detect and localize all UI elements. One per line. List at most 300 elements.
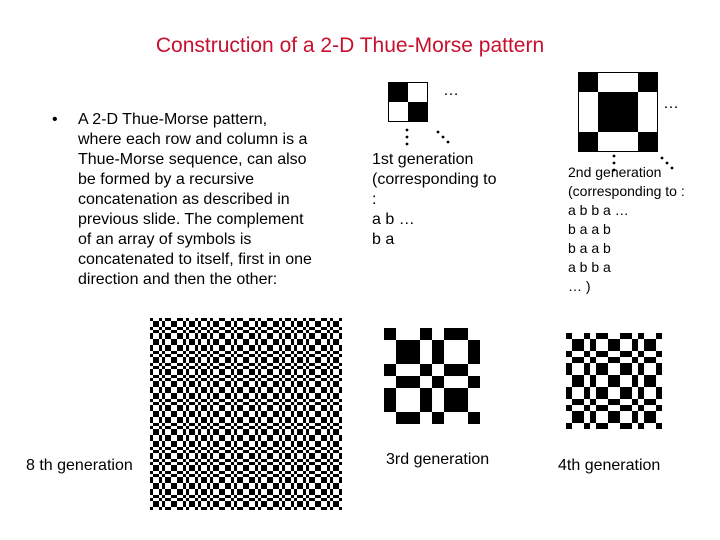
gen8-cell <box>240 348 243 351</box>
gen8-cell <box>309 492 312 495</box>
gen8-cell <box>204 462 207 465</box>
gen8-cell <box>321 387 324 390</box>
gen8-cell <box>303 435 306 438</box>
gen8-cell <box>198 411 201 414</box>
gen8-cell <box>309 348 312 351</box>
gen8-cell <box>171 432 174 435</box>
gen8-cell <box>234 450 237 453</box>
gen8-cell <box>186 435 189 438</box>
gen8-cell <box>195 372 198 375</box>
gen8-cell <box>279 447 282 450</box>
gen8-cell <box>162 375 165 378</box>
gen8-cell <box>339 471 342 474</box>
gen8-cell <box>321 498 324 501</box>
gen8-cell <box>168 333 171 336</box>
gen8-cell <box>309 453 312 456</box>
gen8-cell <box>300 486 303 489</box>
gen8-cell <box>183 351 186 354</box>
gen8-cell <box>309 405 312 408</box>
gen8-cell <box>294 336 297 339</box>
gen8-cell <box>276 357 279 360</box>
gen4-cell <box>632 417 638 423</box>
gen8-cell <box>234 501 237 504</box>
gen8-cell <box>330 348 333 351</box>
gen8-cell <box>261 504 264 507</box>
gen8-cell <box>183 321 186 324</box>
gen8-cell <box>222 408 225 411</box>
gen8-cell <box>288 327 291 330</box>
gen8-cell <box>168 438 171 441</box>
gen8-cell <box>261 411 264 414</box>
gen8-cell <box>321 336 324 339</box>
gen8-cell <box>207 414 210 417</box>
gen4-cell <box>620 387 626 393</box>
gen8-cell <box>240 408 243 411</box>
gen8-cell <box>270 471 273 474</box>
gen8-cell <box>201 438 204 441</box>
gen8-cell <box>174 351 177 354</box>
gen8-cell <box>258 456 261 459</box>
gen8-cell <box>285 447 288 450</box>
gen8-cell <box>252 333 255 336</box>
gen8-cell <box>276 351 279 354</box>
gen8-cell <box>201 390 204 393</box>
gen8-cell <box>207 474 210 477</box>
gen3-cell <box>444 364 456 376</box>
gen8-cell <box>204 363 207 366</box>
gen8-cell <box>183 495 186 498</box>
gen8-cell <box>315 396 318 399</box>
gen8-cell <box>249 318 252 321</box>
gen8-cell <box>219 327 222 330</box>
gen8-cell <box>315 321 318 324</box>
gen8-cell <box>306 450 309 453</box>
gen8-cell <box>330 405 333 408</box>
gen8-cell <box>276 450 279 453</box>
gen8-cell <box>291 486 294 489</box>
gen8-cell <box>327 423 330 426</box>
gen8-cell <box>246 486 249 489</box>
gen8-cell <box>252 417 255 420</box>
gen8-cell <box>282 396 285 399</box>
gen8-cell <box>327 393 330 396</box>
gen8-cell <box>156 396 159 399</box>
gen8-cell <box>276 459 279 462</box>
gen8-cell <box>159 507 162 510</box>
gen8-cell <box>261 342 264 345</box>
gen8-cell <box>171 444 174 447</box>
gen4-cell <box>608 381 614 387</box>
gen8-cell <box>267 399 270 402</box>
gen8-cell <box>195 438 198 441</box>
gen8-cell <box>228 486 231 489</box>
gen8-cell <box>306 375 309 378</box>
gen4-cell <box>638 405 644 411</box>
gen8-cell <box>300 393 303 396</box>
gen8-cell <box>318 366 321 369</box>
gen8-cell <box>192 402 195 405</box>
gen8-cell <box>162 444 165 447</box>
gen8-cell <box>231 471 234 474</box>
gen8-cell <box>216 396 219 399</box>
gen8-cell <box>315 474 318 477</box>
gen4-cell <box>602 351 608 357</box>
gen8-cell <box>183 360 186 363</box>
gen4-cell <box>608 357 614 363</box>
gen8-cell <box>303 405 306 408</box>
gen8-cell <box>183 330 186 333</box>
gen8-cell <box>303 390 306 393</box>
gen8-cell <box>282 321 285 324</box>
gen8-cell <box>153 360 156 363</box>
gen8-cell <box>198 357 201 360</box>
gen8-cell <box>330 363 333 366</box>
gen8-cell <box>294 354 297 357</box>
gen2-caption-line: a b b a … <box>568 202 629 218</box>
gen8-cell <box>165 405 168 408</box>
gen8-cell <box>258 438 261 441</box>
gen8-cell <box>192 342 195 345</box>
gen8-cell <box>321 480 324 483</box>
gen8-cell <box>318 495 321 498</box>
gen3-cell <box>396 340 408 352</box>
gen2-caption-line: (corresponding to : <box>568 183 685 199</box>
gen8-cell <box>246 501 249 504</box>
gen8-cell <box>339 489 342 492</box>
gen4-cell <box>572 339 578 345</box>
gen8-cell <box>156 342 159 345</box>
gen8-cell <box>240 438 243 441</box>
gen8-cell <box>222 435 225 438</box>
gen8-cell <box>243 384 246 387</box>
gen8-cell <box>192 486 195 489</box>
gen8-cell <box>270 336 273 339</box>
gen8-cell <box>333 384 336 387</box>
gen8-cell <box>312 363 315 366</box>
gen8-cell <box>264 381 267 384</box>
gen8-cell <box>243 444 246 447</box>
gen8-cell <box>339 447 342 450</box>
gen8-cell <box>276 474 279 477</box>
gen2-cell <box>598 92 618 112</box>
gen8-cell <box>237 336 240 339</box>
gen8-cell <box>237 387 240 390</box>
gen8-cell <box>240 336 243 339</box>
gen8-cell <box>249 345 252 348</box>
gen8-cell <box>273 450 276 453</box>
gen8-cell <box>321 378 324 381</box>
gen3-cell <box>456 364 468 376</box>
gen3-cell <box>408 352 420 364</box>
gen8-cell <box>186 333 189 336</box>
gen8-cell <box>321 348 324 351</box>
gen8-cell <box>216 441 219 444</box>
gen8-cell <box>276 501 279 504</box>
gen8-cell <box>291 360 294 363</box>
gen8-cell <box>243 330 246 333</box>
gen4-cell <box>578 375 584 381</box>
gen8-cell <box>159 333 162 336</box>
gen8-cell <box>288 363 291 366</box>
gen8-cell <box>291 321 294 324</box>
gen8-cell <box>234 474 237 477</box>
gen8-cell <box>285 378 288 381</box>
gen8-cell <box>228 414 231 417</box>
gen8-cell <box>177 438 180 441</box>
gen8-cell <box>294 498 297 501</box>
gen8-cell <box>177 372 180 375</box>
gen8-cell <box>228 411 231 414</box>
gen8-cell <box>222 387 225 390</box>
gen8-cell <box>288 390 291 393</box>
gen8-cell <box>300 501 303 504</box>
gen8-cell <box>165 354 168 357</box>
gen8-cell <box>159 336 162 339</box>
gen8-cell <box>294 435 297 438</box>
gen8-cell <box>174 411 177 414</box>
gen8-cell <box>249 363 252 366</box>
gen8-cell <box>165 492 168 495</box>
gen8-cell <box>183 393 186 396</box>
gen8-cell <box>231 318 234 321</box>
gen8-cell <box>279 378 282 381</box>
gen2-caption-line: b a a b <box>568 240 611 256</box>
gen8-cell <box>315 459 318 462</box>
gen8-cell <box>321 333 324 336</box>
gen8-cell <box>288 345 291 348</box>
gen8-cell <box>156 360 159 363</box>
gen8-cell <box>315 384 318 387</box>
gen8-cell <box>228 402 231 405</box>
gen8-cell <box>210 462 213 465</box>
gen8-cell <box>219 498 222 501</box>
gen8-cell <box>303 369 306 372</box>
gen4-cell <box>632 381 638 387</box>
gen8-cell <box>204 336 207 339</box>
gen8-cell <box>174 501 177 504</box>
gen8-cell <box>195 318 198 321</box>
gen8-cell <box>252 447 255 450</box>
gen8-cell <box>297 474 300 477</box>
gen8-cell <box>297 375 300 378</box>
gen4-cell <box>614 381 620 387</box>
gen8-cell <box>216 483 219 486</box>
gen8-cell <box>228 423 231 426</box>
gen8-cell <box>192 381 195 384</box>
gen8-cell <box>306 357 309 360</box>
gen8-cell <box>204 378 207 381</box>
gen8-cell <box>210 390 213 393</box>
gen8-cell <box>285 399 288 402</box>
gen8-cell <box>231 378 234 381</box>
gen8-cell <box>294 447 297 450</box>
gen8-cell <box>249 498 252 501</box>
gen8-cell <box>267 462 270 465</box>
gen4-cell <box>596 351 602 357</box>
gen8-cell <box>207 468 210 471</box>
gen8-cell <box>228 393 231 396</box>
gen8-cell <box>336 468 339 471</box>
gen8-cell <box>171 450 174 453</box>
gen8-cell <box>255 459 258 462</box>
gen8-cell <box>285 408 288 411</box>
gen8-cell <box>270 333 273 336</box>
gen4-cell <box>608 399 614 405</box>
gen8-cell <box>264 366 267 369</box>
gen8-cell <box>234 432 237 435</box>
gen8-cell <box>237 354 240 357</box>
gen8-cell <box>267 477 270 480</box>
gen8-cell <box>312 345 315 348</box>
gen8-cell <box>237 417 240 420</box>
gen8-cell <box>159 477 162 480</box>
gen8-cell <box>333 357 336 360</box>
gen8-cell <box>159 318 162 321</box>
gen8-cell <box>288 507 291 510</box>
gen8-cell <box>150 318 153 321</box>
gen4-cell <box>596 423 602 429</box>
gen8-cell <box>231 390 234 393</box>
gen8-cell <box>210 447 213 450</box>
gen8-cell <box>306 474 309 477</box>
gen8-cell <box>276 495 279 498</box>
gen8-cell <box>186 363 189 366</box>
gen4-cell <box>602 387 608 393</box>
gen8-cell <box>291 393 294 396</box>
gen3-cell <box>384 400 396 412</box>
gen8-cell <box>219 420 222 423</box>
gen4-cell <box>644 399 650 405</box>
gen8-cell <box>186 348 189 351</box>
gen8-cell <box>186 408 189 411</box>
gen8-cell <box>270 456 273 459</box>
gen8-cell <box>237 471 240 474</box>
gen8-cell <box>168 405 171 408</box>
gen8-cell <box>249 327 252 330</box>
gen8-cell <box>315 357 318 360</box>
gen8-cell <box>339 435 342 438</box>
gen8-cell <box>162 324 165 327</box>
gen8-cell <box>282 414 285 417</box>
gen8-cell <box>234 396 237 399</box>
gen8-cell <box>234 465 237 468</box>
gen8-cell <box>186 492 189 495</box>
gen8-cell <box>282 423 285 426</box>
gen8-cell <box>186 453 189 456</box>
gen8-cell <box>216 330 219 333</box>
gen4-cell <box>566 363 572 369</box>
gen8-cell <box>237 477 240 480</box>
gen8-cell <box>195 354 198 357</box>
gen8-cell <box>240 354 243 357</box>
gen8-cell <box>321 369 324 372</box>
gen8-cell <box>252 372 255 375</box>
gen8-cell <box>279 456 282 459</box>
gen8-cell <box>294 477 297 480</box>
gen8-cell <box>315 339 318 342</box>
gen8-cell <box>330 462 333 465</box>
gen8-cell <box>249 489 252 492</box>
gen8-cell <box>165 336 168 339</box>
gen8-cell <box>288 333 291 336</box>
gen8-cell <box>207 411 210 414</box>
gen8-cell <box>183 504 186 507</box>
gen8-cell <box>213 381 216 384</box>
gen8-cell <box>186 420 189 423</box>
gen8-cell <box>240 390 243 393</box>
gen8-cell <box>213 504 216 507</box>
gen8-cell <box>162 351 165 354</box>
gen8-cell <box>273 330 276 333</box>
gen8-cell <box>210 438 213 441</box>
gen8-cell <box>165 327 168 330</box>
gen8-cell <box>180 489 183 492</box>
gen8-cell <box>315 375 318 378</box>
gen8-cell <box>339 336 342 339</box>
gen8-cell <box>255 432 258 435</box>
gen8-cell <box>171 402 174 405</box>
gen3-cell <box>384 328 396 340</box>
gen8-cell <box>234 459 237 462</box>
gen8-cell <box>237 399 240 402</box>
gen8-cell <box>249 453 252 456</box>
gen8-cell <box>207 321 210 324</box>
gen8-cell <box>186 438 189 441</box>
gen8-cell <box>264 423 267 426</box>
gen8-cell <box>282 402 285 405</box>
gen8-cell <box>240 498 243 501</box>
gen8-cell <box>171 495 174 498</box>
gen8-cell <box>234 441 237 444</box>
gen8-cell <box>213 483 216 486</box>
gen8-cell <box>216 459 219 462</box>
gen8-cell <box>249 369 252 372</box>
gen8-cell <box>174 360 177 363</box>
gen8-cell <box>159 405 162 408</box>
gen8-cell <box>276 423 279 426</box>
gen8-cell <box>198 393 201 396</box>
gen8-cell <box>318 474 321 477</box>
gen8-cell <box>204 348 207 351</box>
gen8-cell <box>261 432 264 435</box>
gen8-cell <box>306 501 309 504</box>
gen8-cell <box>324 318 327 321</box>
gen8-cell <box>321 318 324 321</box>
gen8-cell <box>243 414 246 417</box>
gen8-cell <box>279 333 282 336</box>
gen8-cell <box>189 402 192 405</box>
gen8-cell <box>333 486 336 489</box>
gen8-cell <box>231 435 234 438</box>
gen8-cell <box>336 474 339 477</box>
gen8-cell <box>150 471 153 474</box>
gen8-cell <box>168 345 171 348</box>
gen8-cell <box>309 462 312 465</box>
gen8-cell <box>318 444 321 447</box>
gen8-cell <box>279 336 282 339</box>
gen8-cell <box>264 411 267 414</box>
gen8-cell <box>297 360 300 363</box>
gen8-cell <box>237 456 240 459</box>
gen8-cell <box>300 324 303 327</box>
gen8-cell <box>318 360 321 363</box>
gen8-cell <box>237 507 240 510</box>
gen8-cell <box>240 345 243 348</box>
gen8-cell <box>252 462 255 465</box>
gen8-cell <box>309 489 312 492</box>
gen8-cell <box>261 393 264 396</box>
gen8-cell <box>279 453 282 456</box>
